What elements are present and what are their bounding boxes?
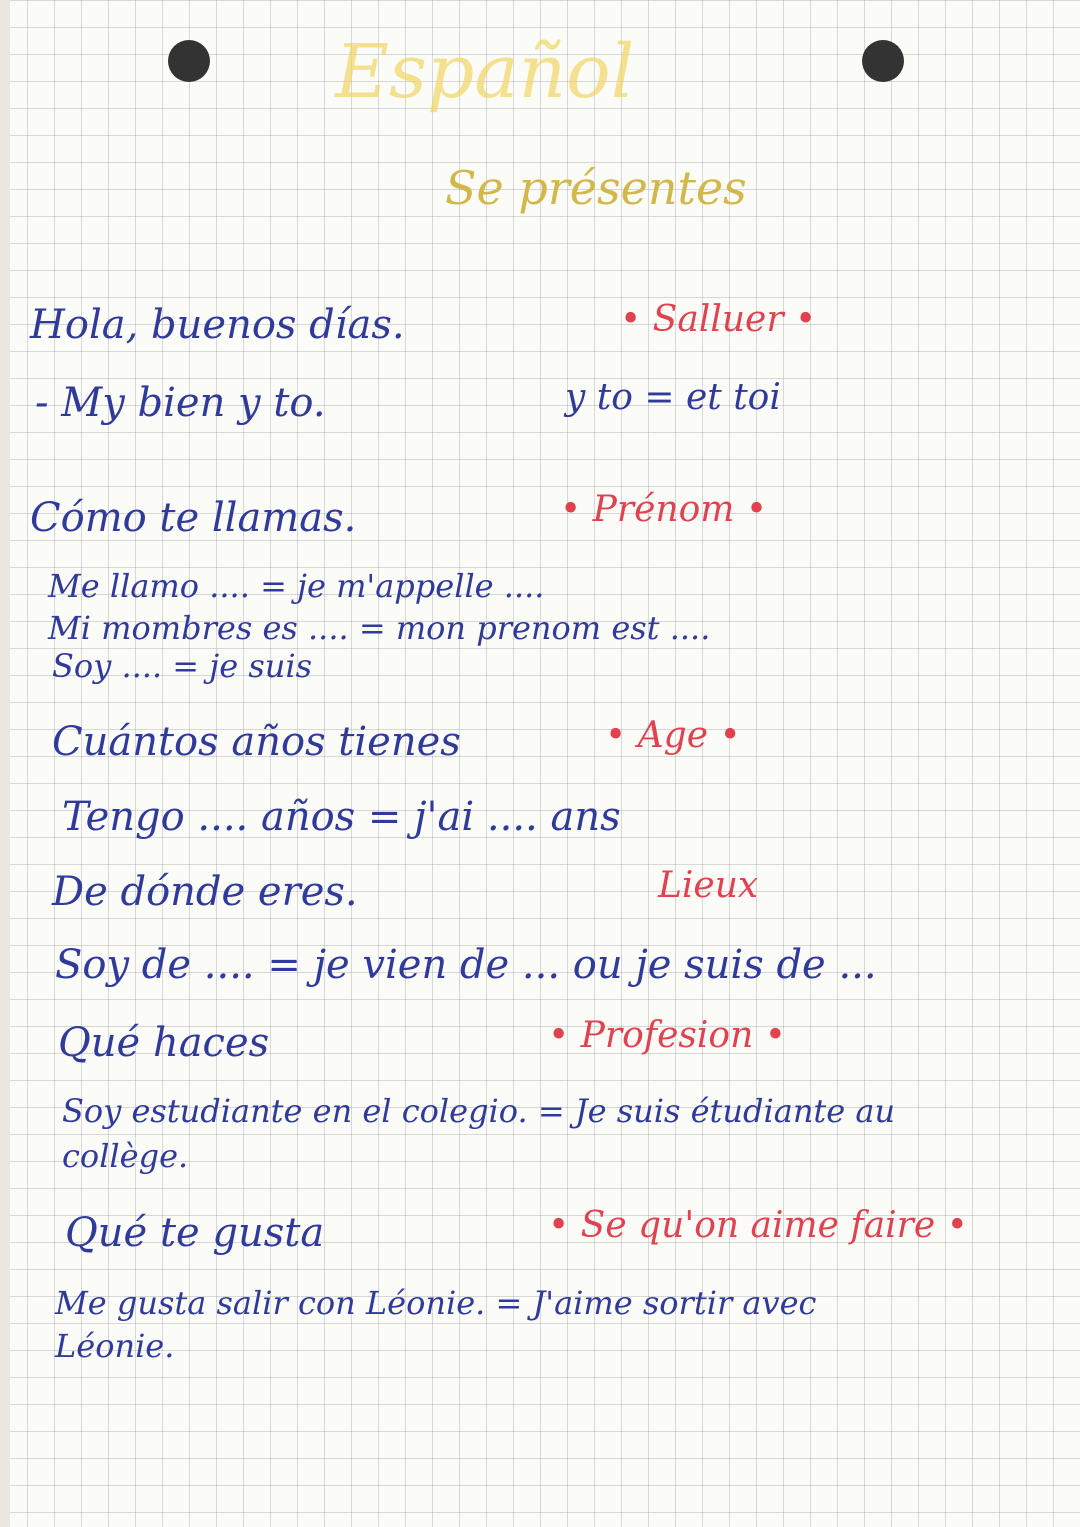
line-name-question: Cómo te llamas. xyxy=(30,495,357,541)
line-estudiante: Soy estudiante en el colegio. = Je suis étudiante au xyxy=(62,1092,896,1130)
page-title: Español xyxy=(335,29,635,115)
line-leonie: Léonie. xyxy=(55,1327,175,1365)
punch-hole-left xyxy=(168,40,210,82)
section-label-place: Lieux xyxy=(658,865,759,906)
line-greeting: Hola, buenos días. xyxy=(30,302,405,348)
line-tengo: Tengo .... años = j'ai .... ans xyxy=(62,794,621,840)
line-soy: Soy .... = je suis xyxy=(52,647,312,685)
section-label-age: • Age • xyxy=(605,715,741,756)
line-me-llamo: Me llamo .... = je m'appelle .... xyxy=(48,567,545,605)
line-mi-nombre: Mi mombres es .... = mon prenom est .... xyxy=(48,609,711,647)
section-label-greet: • Salluer • xyxy=(620,299,817,340)
line-origin-question: De dónde eres. xyxy=(52,869,358,915)
page-subtitle: Se présentes xyxy=(445,161,747,215)
line-me-gusta: Me gusta salir con Léonie. = J'aime sortir avec xyxy=(55,1284,817,1322)
section-label-name: • Prénom • xyxy=(560,489,768,530)
line-job-question: Qué haces xyxy=(58,1020,270,1066)
section-label-likes: • Se qu'on aime faire • xyxy=(548,1205,968,1246)
line-age-question: Cuántos años tienes xyxy=(52,719,461,765)
line-reply: - My bien y to. xyxy=(35,380,326,426)
line-translation-yto: y to = et toi xyxy=(565,377,781,418)
line-likes-question: Qué te gusta xyxy=(65,1210,325,1256)
line-college: collège. xyxy=(62,1137,189,1175)
line-soy-de: Soy de .... = je vien de ... ou je suis de ... xyxy=(55,942,877,988)
page-edge xyxy=(0,0,10,1527)
punch-hole-right xyxy=(862,40,904,82)
section-label-job: • Profesion • xyxy=(548,1015,786,1056)
